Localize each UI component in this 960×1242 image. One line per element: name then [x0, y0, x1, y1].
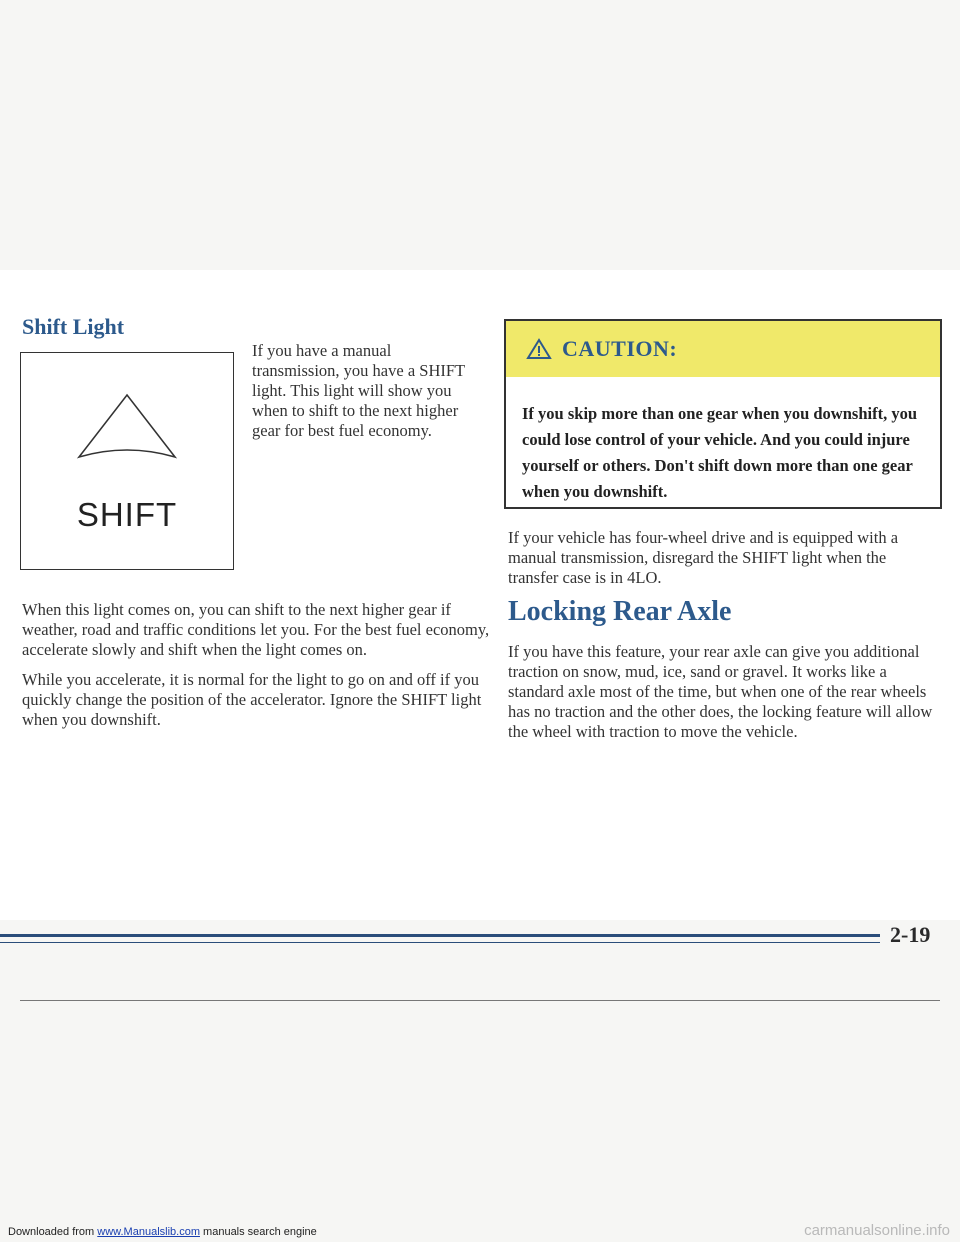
caution-box	[504, 319, 942, 509]
shift-body-text	[22, 600, 492, 740]
page-number: 2-19	[890, 922, 931, 947]
shift-paragraph: When this light comes on, you can shift to the next higher gear if weather, road and traffic conditions let you. For the best fuel economy, accelerate slowly and shift when the light comes on.	[22, 600, 490, 659]
shift-paragraph: While you accelerate, it is normal for the light to go on and off if you quickly change the position of the accelerator. Ignore the SHIFT light when you downshift.	[22, 670, 482, 729]
shift-arrow-icon	[51, 385, 203, 495]
locking-rear-axle-text: If you have this feature, your rear axle can give you additional traction on snow, mud, ice, sand or gravel. It works like a standard axle most of the time, but when one of the rear wheels has no traction and the other does, the locking feature will allow the wheel with traction to move the vehicle.	[508, 642, 933, 741]
section-heading-shift-light: Shift Light	[22, 314, 125, 339]
section-heading-locking-rear-axle: Locking Rear Axle	[508, 596, 732, 627]
page-rule	[0, 934, 880, 937]
footer-suffix: manuals search engine	[203, 1226, 317, 1238]
download-footer	[8, 1226, 317, 1238]
caution-title: CAUTION:	[562, 336, 678, 361]
shift-intro-text: If you have a manual transmission, you have a SHIFT light. This light will show you when to shift to the next higher gear for best fuel economy.	[252, 341, 465, 440]
watermark: carmanualsonline.info	[804, 1222, 950, 1239]
shift-light-figure	[20, 352, 234, 570]
four-wheel-drive-note: If your vehicle has four-wheel drive and is equipped with a manual transmission, disregard the SHIFT light when the transfer case is in 4LO.	[508, 528, 899, 587]
shift-figure-label: SHIFT	[76, 496, 178, 533]
footer-prefix: Downloaded from	[8, 1226, 95, 1238]
manualslib-link[interactable]: www.Manualslib.com	[97, 1226, 200, 1238]
scan-edge-line	[20, 1000, 940, 1001]
caution-text: If you skip more than one gear when you downshift, you could lose control of your vehicle. And you could injure yourself or others. Don't shift down more than one gear when you downshift.	[522, 404, 918, 501]
page-rule-thin	[0, 942, 880, 943]
warning-triangle-icon	[526, 338, 552, 360]
caution-header	[506, 321, 940, 377]
